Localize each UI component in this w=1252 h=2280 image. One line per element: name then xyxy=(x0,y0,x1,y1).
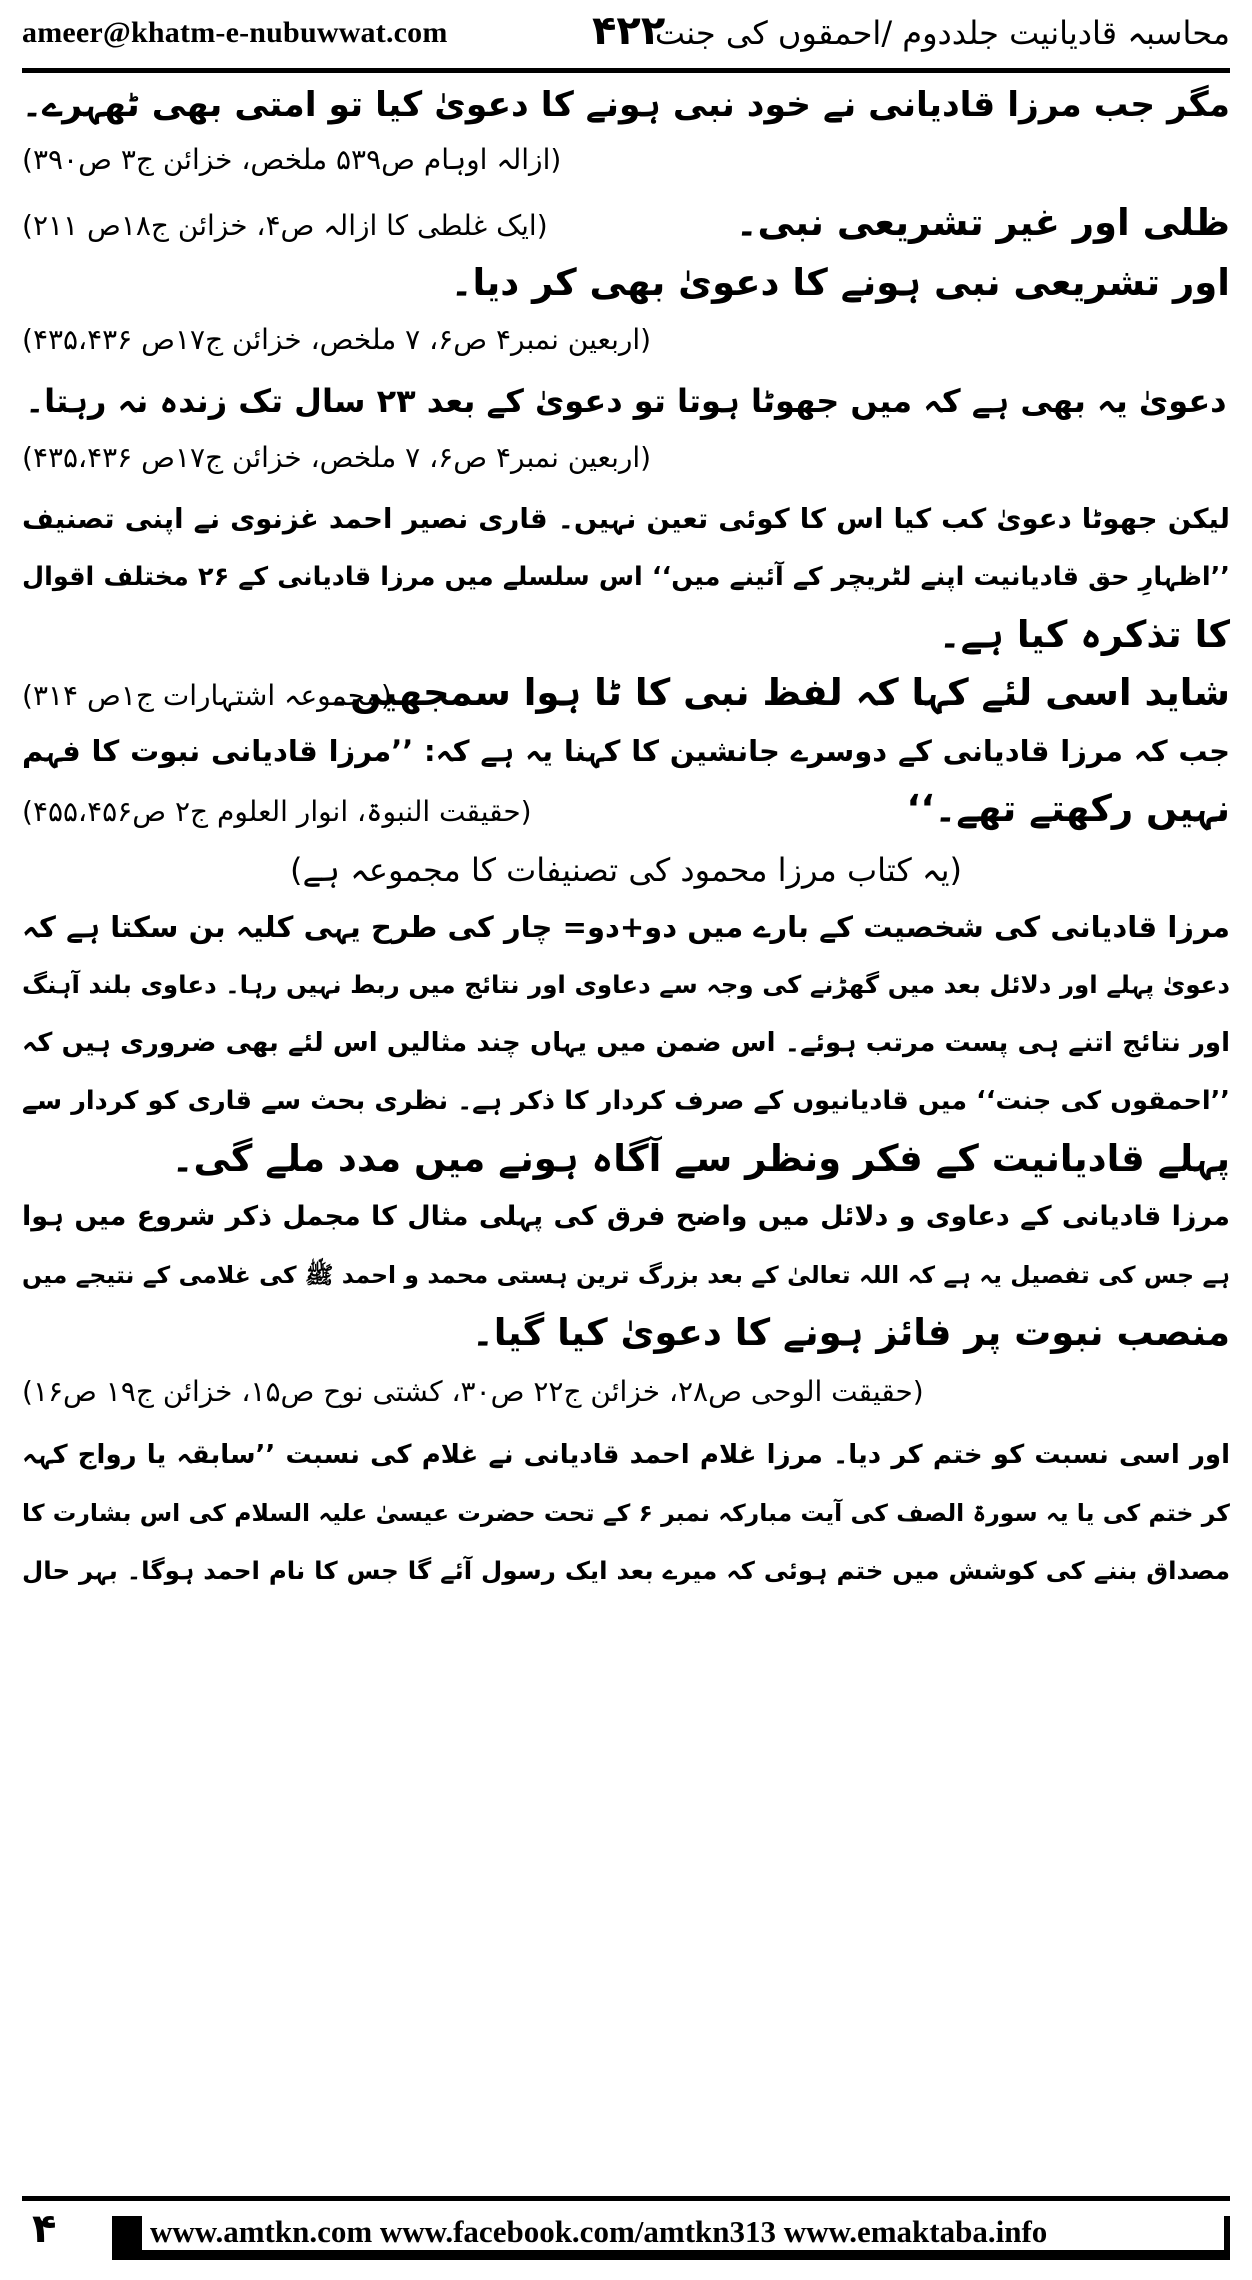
note: (یہ کتاب مرزا محمود کی تصنیفات کا مجموعہ ہے) xyxy=(289,851,963,889)
text-with-citation xyxy=(22,198,1230,254)
text-line: اور نتائج اتنے ہی پست مرتب ہوئے۔ اس ضمن میں یہاں چند مثالیں اس لئے بھی ضروری ہیں کہ xyxy=(22,1028,1230,1058)
running-title: محاسبہ قادیانیت جلددوم /احمقوں کی جنت xyxy=(654,14,1230,52)
page-header xyxy=(22,6,1230,66)
footer-divider xyxy=(22,2196,1230,2201)
page-body xyxy=(22,80,1230,2170)
citation: (حقیقت النبوۃ، انوار العلوم ج۲ ص۴۵۵،۴۵۶) xyxy=(22,795,532,828)
text-line: مرزا قادیانی کی شخصیت کے بارے میں دو+دو= چار کی طرح یہی کلیہ بن سکتا ہے کہ xyxy=(22,910,1230,944)
text-line: دعویٰ پہلے اور دلائل بعد میں گھڑنے کی وجہ سے دعاوی اور نتائج میں ربط نہیں رہا۔ دعاوی بلند آہنگ xyxy=(22,970,1230,999)
text-with-citation xyxy=(22,784,1230,840)
text-line: منصب نبوت پر فائز ہونے کا دعویٰ کیا گیا۔ xyxy=(472,1311,1230,1354)
footer-page-number: ۴ xyxy=(32,2206,57,2252)
text-line: ’’احمقوں کی جنت‘‘ میں قادیانیوں کے صرف کردار کا ذکر ہے۔ نظری بحث سے قاری کو کردار سے xyxy=(22,1086,1230,1116)
text-line: لیکن جھوٹا دعویٰ کب کیا اس کا کوئی تعین نہیں۔ قاری نصیر احمد غزنوی نے اپنی تصنیف xyxy=(22,503,1230,535)
header-divider xyxy=(22,68,1230,73)
text-line: پہلے قادیانیت کے فکر ونظر سے آگاہ ہونے میں مدد ملے گی۔ xyxy=(171,1137,1230,1180)
footer-links[interactable]: www.amtkn.com www.facebook.com/amtkn313 www.emaktaba.info xyxy=(142,2214,1224,2250)
text-line: مصداق بننے کی کوشش میں ختم ہوئی کہ میرے بعد ایک رسول آئے گا جس کا نام احمد ہوگا۔ بہر حال xyxy=(22,1556,1230,1585)
citation: (حقیقت الوحی ص۲۸، خزائن ج۲۲ ص۳۰، کشتی نوح ص۱۵، خزائن ج۱۹ ص۱۶) xyxy=(22,1375,924,1408)
citation: (اربعین نمبر۴ ص۶، ۷ ملخص، خزائن ج۱۷ص ۴۳۵،۴۳۶) xyxy=(22,441,652,474)
text-line: ’’اظہارِ حق قادیانیت اپنے لٹریچر کے آئینے میں‘‘ اس سلسلے میں مرزا قادیانی کے ۲۶ مختلف اقوال xyxy=(22,562,1230,592)
text-line: دعویٰ یہ بھی ہے کہ میں جھوٹا ہوتا تو دعویٰ کے بعد ۲۳ سال تک زندہ نہ رہتا۔ xyxy=(25,382,1227,420)
text-line: اور اسی نسبت کو ختم کر دیا۔ مرزا غلام احمد قادیانی نے غلام کی نسبت ’’سابقہ یا رواج کہہ xyxy=(22,1440,1230,1470)
text-line: کا تذکرہ کیا ہے۔ xyxy=(938,613,1230,656)
text-line: اور تشریعی نبی ہونے کا دعویٰ بھی کر دیا۔ xyxy=(450,261,1230,304)
citation: (مجموعہ اشتہارات ج۱ص ۳۱۴) xyxy=(22,679,392,712)
header-page-number: ۴۲۲ xyxy=(592,8,666,54)
text-line: مگر جب مرزا قادیانی نے خود نبی ہونے کا دعویٰ کیا تو امتی بھی ٹھہرے۔ xyxy=(21,85,1230,125)
page-footer xyxy=(22,2204,1230,2262)
text-line: ہے جس کی تفصیل یہ ہے کہ اللہ تعالیٰ کے بعد بزرگ ترین ہستی محمد و احمد ﷺ کی غلامی کے نتیجے میں xyxy=(22,1261,1230,1289)
citation: (ازالہ اوہام ص۵۳۹ ملخص، خزائن ج۳ ص۳۹۰) xyxy=(22,143,562,176)
text-line: شاید اسی لئے کہا کہ لفظ نبی کا ٹا ہوا سمجھیں۔ xyxy=(328,671,1230,714)
text-with-citation xyxy=(22,668,1230,724)
citation: (ایک غلطی کا ازالہ ص۴، خزائن ج۱۸ص ۲۱۱) xyxy=(22,209,548,242)
citation: (اربعین نمبر۴ ص۶، ۷ ملخص، خزائن ج۱۷ص ۴۳۵،۴۳۶) xyxy=(22,323,652,356)
text-line: نہیں رکھتے تھے۔‘‘ xyxy=(906,787,1230,830)
header-email[interactable]: ameer@khatm-e-nubuwwat.com xyxy=(22,16,448,49)
text-line: مرزا قادیانی کے دعاوی و دلائل میں واضح فرق کی پہلی مثال کا مجمل ذکر شروع میں ہوا xyxy=(22,1201,1230,1232)
text-line: ظلی اور غیر تشریعی نبی۔ xyxy=(735,201,1230,244)
text-line: جب کہ مرزا قادیانی کے دوسرے جانشین کا کہنا یہ ہے کہ: ’’مرزا قادیانی نبوت کا فہم xyxy=(22,734,1230,768)
text-line: کر ختم کی یا یہ سورۃ الصف کی آیت مبارکہ نمبر ۶ کے تحت حضرت عیسیٰ علیہ السلام کی اس بشارت کا xyxy=(22,1499,1230,1527)
